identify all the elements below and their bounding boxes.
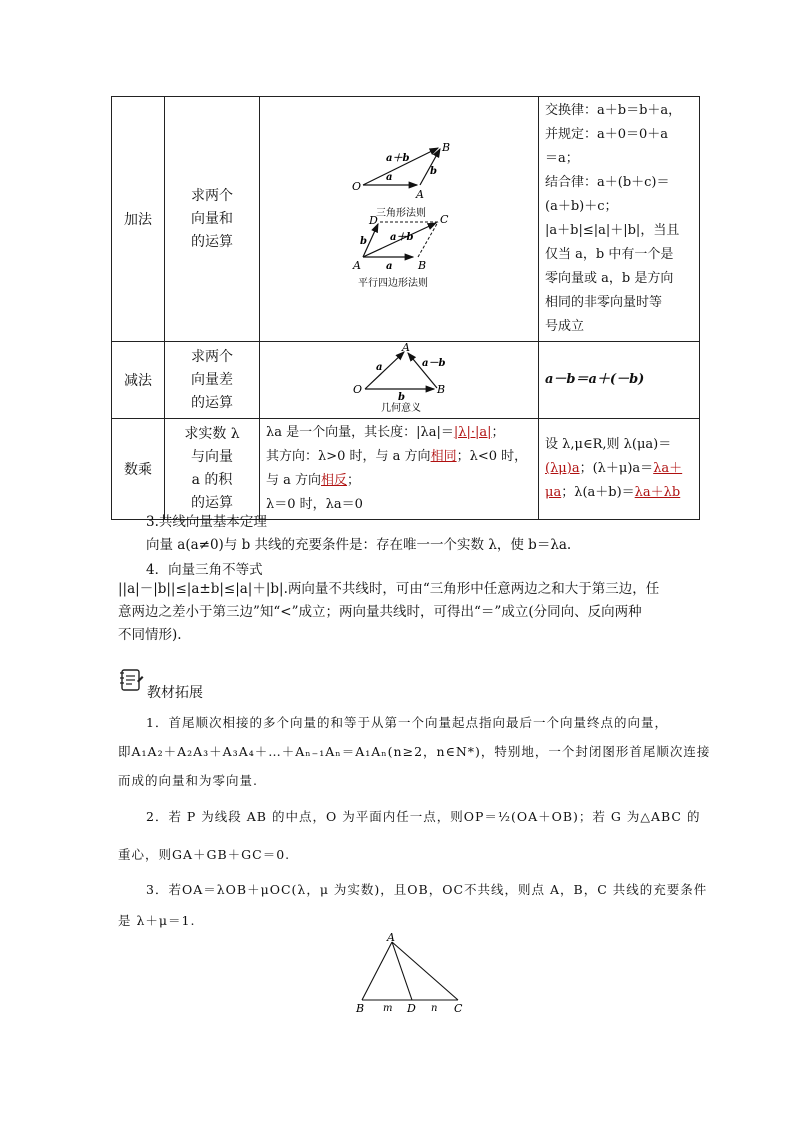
section-4-body xyxy=(118,578,688,647)
label-b: b xyxy=(360,236,367,247)
table-row xyxy=(112,97,700,342)
notebook-icon xyxy=(118,667,144,693)
op-definition-subtraction xyxy=(165,342,260,419)
def-line: 的运算 xyxy=(191,495,233,511)
law-line: 结合律：a＋(b＋c)＝ xyxy=(545,175,670,190)
caption-triangle-rule: 三角形法则 xyxy=(376,208,426,219)
def-line: a 的积 xyxy=(191,472,233,488)
op-name-scalar-mult: 数乘 xyxy=(112,419,165,520)
answer-blank: (λμ)a xyxy=(545,461,580,476)
desc-line: 与 a 方向相反； xyxy=(266,473,361,488)
addition-laws xyxy=(539,97,700,342)
subtraction-diagram xyxy=(260,342,538,414)
law-line: (λμ)a；(λ＋μ)a＝λa＋ xyxy=(545,461,683,476)
op-name-subtraction: 减法 xyxy=(112,342,165,419)
label-C: C xyxy=(440,213,449,226)
body-line: 意两边之差小于第三边”知“<”成立；两向量共线时，可得出“＝”成立(分同向、反向两种 xyxy=(118,604,642,620)
scalar-mult-laws xyxy=(539,419,700,520)
label-B: B xyxy=(442,141,451,154)
section-3-title: 3.共线向量基本定理 xyxy=(146,514,267,530)
addition-figures xyxy=(260,97,539,342)
law-line: ＝a； xyxy=(545,151,579,166)
answer-blank: λa＋ xyxy=(653,461,683,476)
label-n: n xyxy=(431,1003,438,1014)
law-line: 交换律：a＋b＝b＋a， xyxy=(545,103,682,118)
addition-diagram xyxy=(260,99,538,335)
label-B: B xyxy=(418,259,427,272)
answer-blank: 相反 xyxy=(321,473,348,488)
extension-title: 教材拓展 xyxy=(147,685,203,701)
label-a: a xyxy=(386,172,393,183)
subtraction-figure xyxy=(260,342,539,419)
def-line: 的运算 xyxy=(191,394,233,411)
vector-operations-table xyxy=(111,96,700,520)
law-line: 并规定：a＋0＝0＋a xyxy=(545,127,669,142)
op-name-addition: 加法 xyxy=(112,97,165,342)
side-ab xyxy=(362,942,392,1000)
law-line: 仅当 a，b 中有一个是 xyxy=(545,247,674,262)
section-4-title: 4．向量三角不等式 xyxy=(146,562,263,578)
label-A: A xyxy=(353,259,361,272)
law-line: 零向量或 a，b 是方向 xyxy=(545,271,674,286)
caption-parallelogram-rule: 平行四边形法则 xyxy=(358,278,428,289)
desc-line: λ＝0 时，λa＝0 xyxy=(266,497,363,512)
def-line: 求实数 λ xyxy=(184,426,240,442)
label-B: B xyxy=(437,383,446,396)
label-a-plus-b: a＋b xyxy=(390,232,414,243)
extension-p1-line2: 即A₁A₂＋A₂A₃＋A₃A₄＋…＋Aₙ₋₁Aₙ＝A₁Aₙ(n≥2，n∈N*)，特别地，一个封闭图形首尾顺次连接 xyxy=(118,744,711,759)
label-a-minus-b: a－b xyxy=(422,358,446,369)
law-line: |a＋b|≤|a|＋|b|，当且 xyxy=(545,223,680,238)
label-O: O xyxy=(352,180,362,193)
answer-blank: |λ|·|a| xyxy=(453,425,492,440)
label-b: b xyxy=(430,166,437,177)
body-line: ||a|－|b||≤|a±b|≤|a|＋|b|.两向量不共线时，可由“三角形中任意两边之和大于第三边，任 xyxy=(118,581,660,597)
answer-blank: λa＋λb xyxy=(634,485,681,500)
label-a-plus-b: a＋b xyxy=(386,153,410,164)
def-line: 与向量 xyxy=(191,449,233,465)
desc-line: 其方向：λ>0 时，与 a 方向相同；λ<0 时， xyxy=(266,449,528,464)
def-line: 向量差 xyxy=(191,371,233,388)
def-line: 求两个 xyxy=(191,187,233,204)
extension-p1-line1: 1．首尾顺次相接的多个向量的和等于从第一个向量起点指向最后一个向量终点的向量， xyxy=(146,715,668,730)
extension-p2-line2: 重心，则GA＋GB＋GC＝0. xyxy=(118,847,291,862)
label-B: B xyxy=(356,1002,365,1015)
law-line: a－b＝a＋(－b) xyxy=(545,372,645,387)
answer-blank: 相同 xyxy=(430,449,457,464)
caption-geometric-meaning: 几何意义 xyxy=(381,403,421,414)
def-line: 的运算 xyxy=(191,233,233,250)
desc-line: λa 是一个向量，其长度：|λa|＝|λ|·|a|； xyxy=(266,425,505,440)
subtraction-law xyxy=(539,342,700,419)
op-definition-scalar-mult xyxy=(165,419,260,520)
vector-a-arrow xyxy=(365,352,404,389)
triangle-abc-diagram xyxy=(350,930,470,1020)
def-line: 向量和 xyxy=(191,210,233,227)
extension-p2-line1: 2．若 P 为线段 AB 的中点，O 为平面内任一点，则OP＝½(OA＋OB)；若 G 为△ABC 的 xyxy=(146,809,701,824)
def-line: 求两个 xyxy=(191,348,233,365)
label-D: D xyxy=(369,214,378,227)
extension-p1-line3: 而成的向量和为零向量. xyxy=(118,773,258,788)
label-a: a xyxy=(376,362,383,373)
body-line: 不同情形). xyxy=(118,627,182,643)
label-A: A xyxy=(387,931,395,944)
table-row xyxy=(112,342,700,419)
label-a: a xyxy=(386,261,393,272)
scalar-mult-description xyxy=(260,419,539,520)
law-line: 相同的非零向量时等 xyxy=(545,295,663,310)
label-A: A xyxy=(416,188,424,201)
law-line: 号成立 xyxy=(545,319,585,334)
label-m: m xyxy=(383,1003,393,1014)
extension-p3-line1: 3．若OA＝λOB＋μOC(λ，μ 为实数)，且OB，OC不共线，则点 A，B，C 共线的充要条件 xyxy=(146,882,708,897)
law-line: (a＋b)＋c； xyxy=(545,199,618,214)
section-3-body: 向量 a(a≠0)与 b 共线的充要条件是：存在唯一一个实数 λ，使 b＝λa. xyxy=(146,537,572,553)
label-C: C xyxy=(454,1002,463,1015)
law-line: 设 λ,μ∈R,则 λ(μa)＝ xyxy=(545,437,672,452)
op-definition-addition xyxy=(165,97,260,342)
label-A: A xyxy=(402,342,410,354)
law-line: μa；λ(a＋b)＝λa＋λb xyxy=(545,485,681,500)
label-O: O xyxy=(353,383,363,396)
answer-blank: μa xyxy=(545,485,562,500)
table-row xyxy=(112,419,700,520)
label-b: b xyxy=(398,392,405,403)
extension-p3-line2: 是 λ＋μ＝1. xyxy=(118,913,196,928)
label-D: D xyxy=(407,1002,416,1015)
